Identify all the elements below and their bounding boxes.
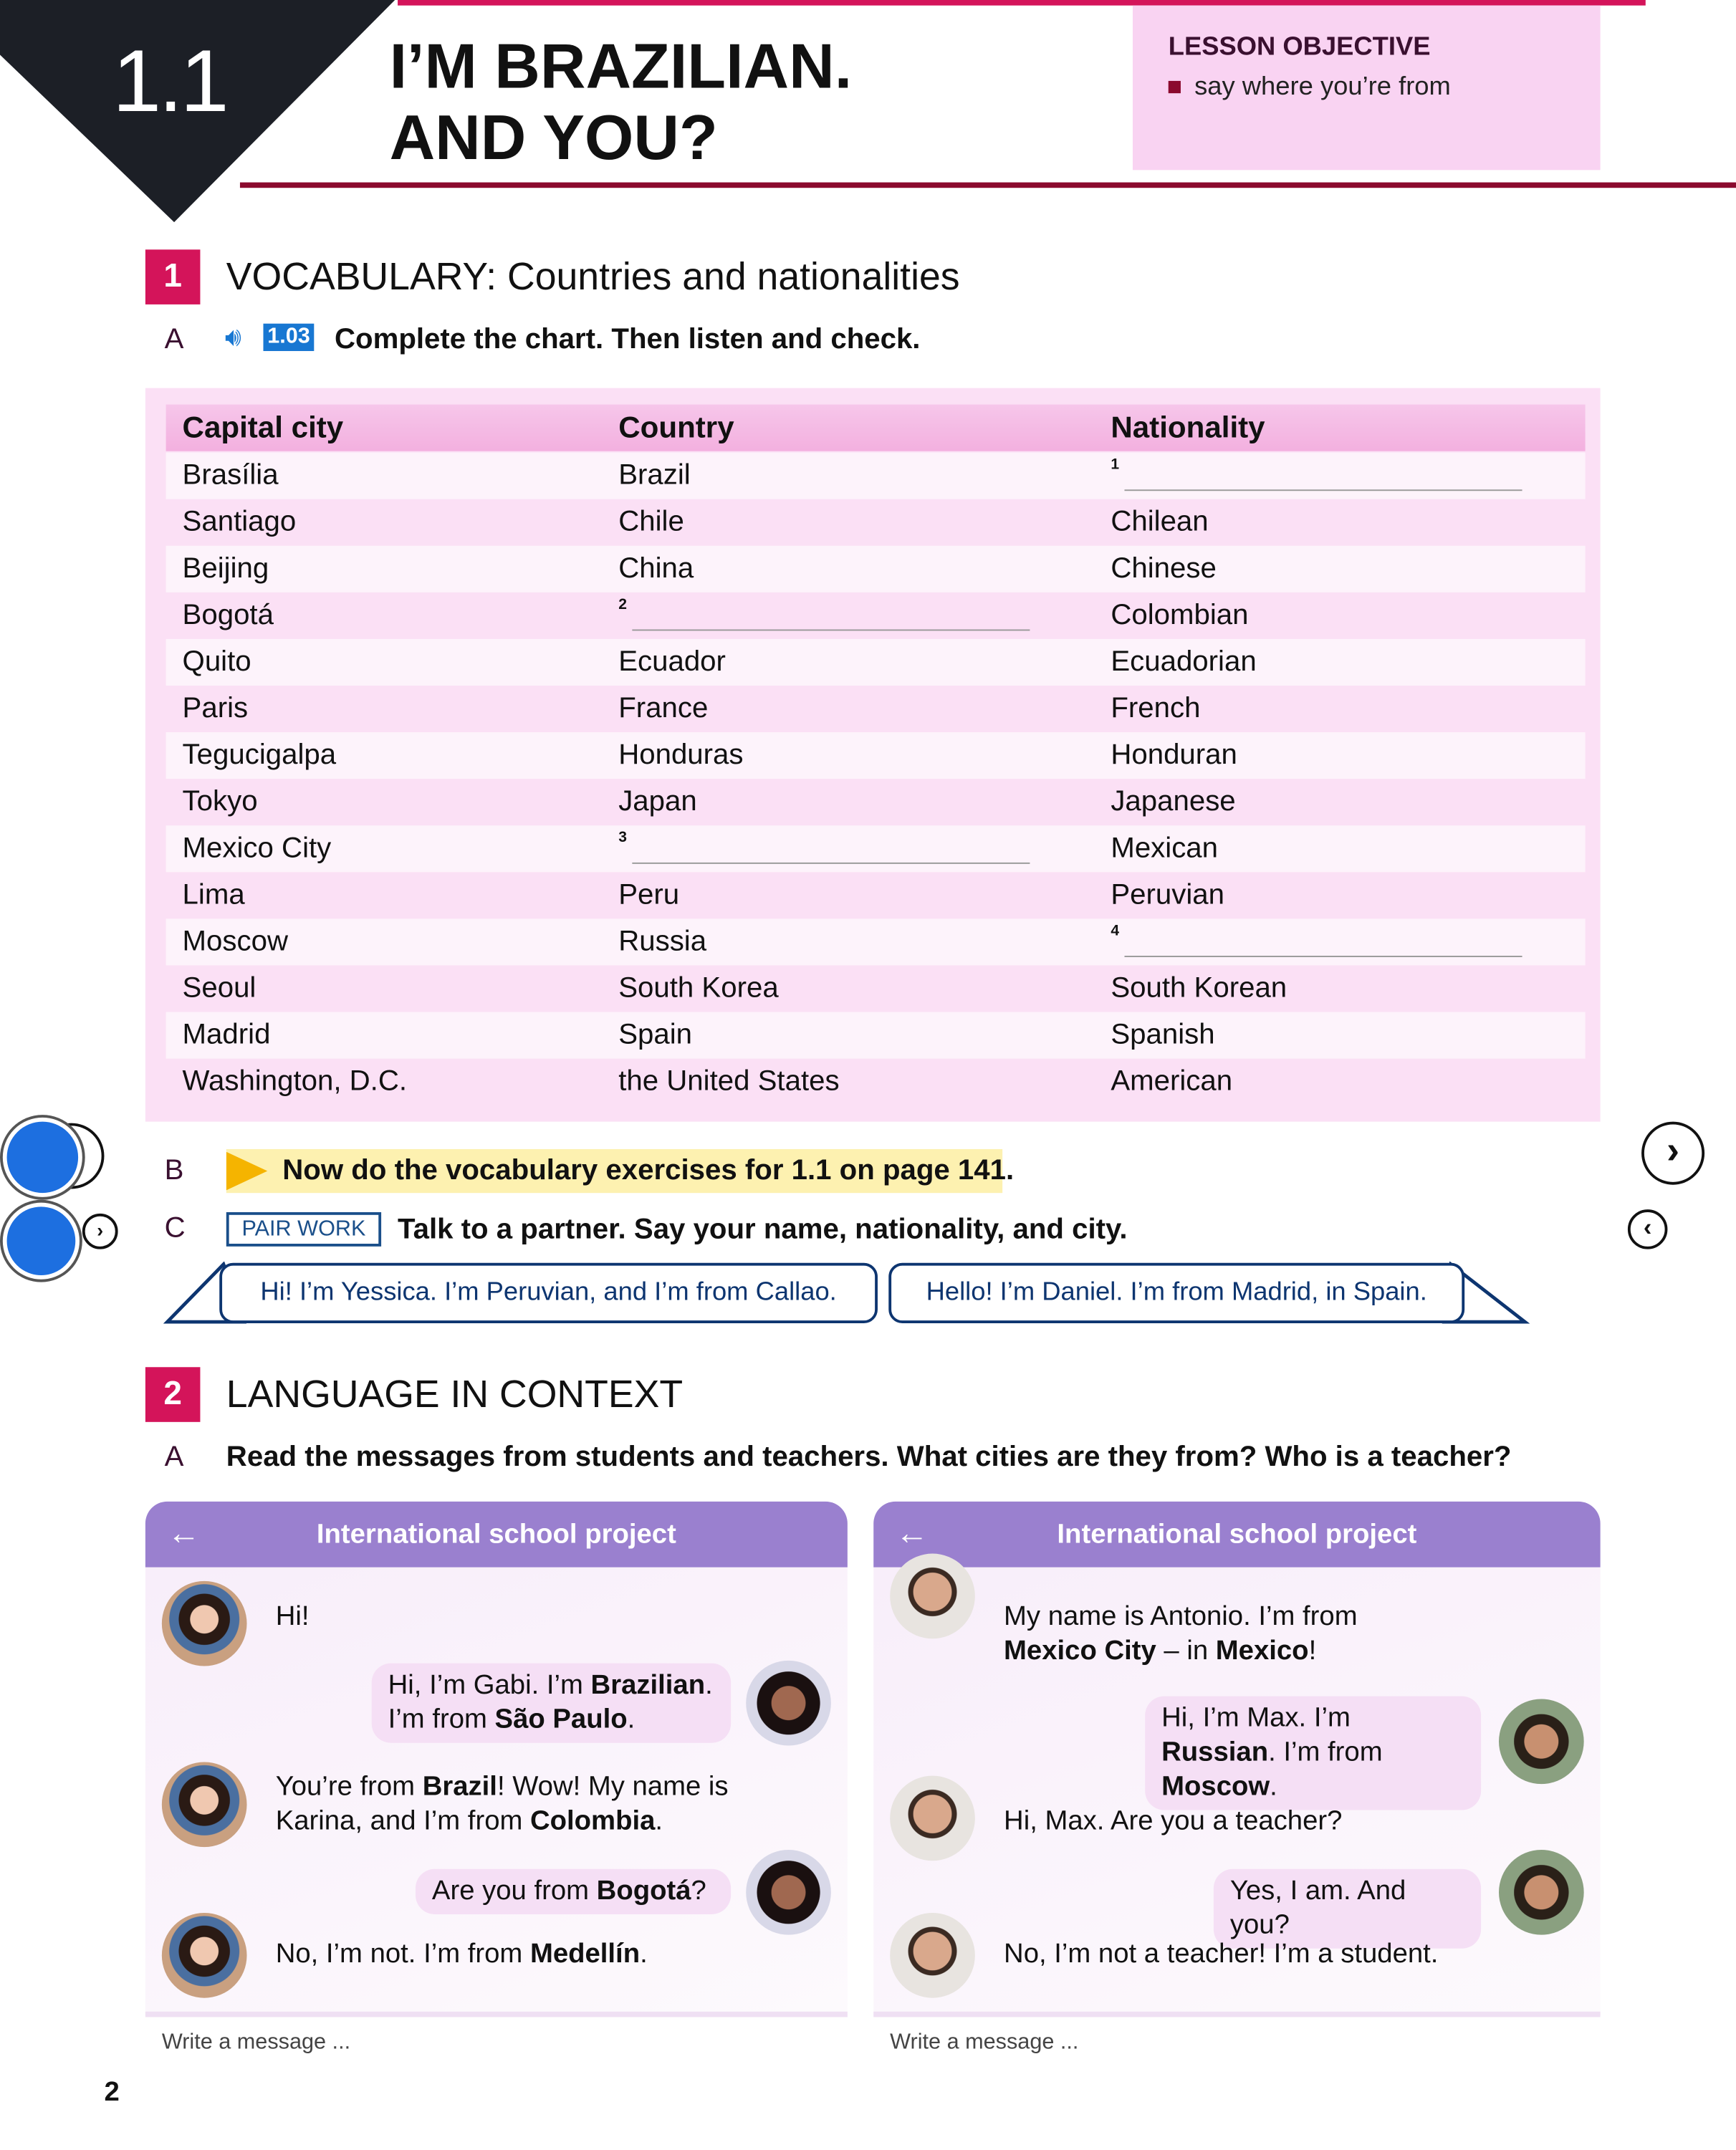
objective-text: say where you’re from <box>1194 72 1451 102</box>
message-text: . I’m from <box>1268 1737 1383 1768</box>
table-row <box>166 499 1586 546</box>
unit-number: 1.1 <box>112 32 226 130</box>
nationality-cell: South Korean <box>1111 972 1287 1004</box>
chat-panel <box>873 1502 1600 2055</box>
avatar <box>162 1762 247 1847</box>
capital-cell: Paris <box>182 692 249 724</box>
avatar <box>1499 1850 1584 1935</box>
chat-message <box>372 1664 731 1743</box>
nationality-cell: Japanese <box>1111 785 1236 817</box>
back-arrow-icon[interactable]: ← <box>167 1515 201 1552</box>
avatar <box>890 1554 975 1639</box>
capital-cell: Beijing <box>182 552 269 585</box>
exercise-instruction: Read the messages from students and teachers. What cities are they from? Who is a teacher? <box>226 1441 1512 1473</box>
message-text: – in <box>1156 1636 1216 1666</box>
country-cell: China <box>618 552 694 585</box>
chat-message <box>1004 1805 1415 1839</box>
message-text: . <box>627 1704 636 1735</box>
capital-cell: Seoul <box>182 972 256 1004</box>
chat-message <box>276 1937 742 1972</box>
bold-text: Mexico City <box>1004 1636 1156 1666</box>
previous-button[interactable]: ‹ <box>1628 1209 1668 1249</box>
audio-track-badge[interactable]: 1.03 <box>263 324 314 351</box>
bold-text: Bogotá <box>596 1876 691 1906</box>
exercise-instruction: Talk to a partner. Say your name, nationality, and city. <box>398 1213 1128 1245</box>
blank-line <box>1124 489 1522 491</box>
column-header: Country <box>618 410 734 445</box>
chat-message <box>1145 1697 1481 1810</box>
title-line-2: AND YOU? <box>389 101 718 173</box>
blank-line <box>632 863 1030 864</box>
exercise-instruction: Now do the vocabulary exercises for 1.1 on page 141. <box>282 1154 1015 1186</box>
chat-header <box>873 1502 1600 1568</box>
answer-blank[interactable] <box>618 825 1030 872</box>
pair-work-tag: PAIR WORK <box>226 1212 381 1247</box>
chat-message <box>416 1869 731 1914</box>
table-row <box>166 546 1586 592</box>
message-text: ? <box>691 1876 706 1906</box>
bold-text: Brazil <box>422 1771 497 1802</box>
capital-cell: Washington, D.C. <box>182 1065 408 1098</box>
chevron-right-icon[interactable]: › <box>82 1214 118 1249</box>
answer-blank[interactable] <box>1111 453 1522 499</box>
table-row <box>166 686 1586 732</box>
capital-cell: Tegucigalpa <box>182 739 337 771</box>
nationality-cell: Ecuadorian <box>1111 646 1257 678</box>
avatar <box>890 1776 975 1861</box>
message-text: No, I’m not. I’m from <box>275 1939 530 1969</box>
message-text: ! Wow! My name is Karina, and I’m from <box>275 1771 729 1836</box>
capital-cell: Tokyo <box>182 785 258 817</box>
avatar <box>162 1581 247 1666</box>
country-cell: Ecuador <box>618 646 726 678</box>
chat-message <box>1004 1937 1497 1972</box>
table-row <box>166 1012 1586 1059</box>
bullet-icon <box>1169 82 1181 94</box>
nationality-cell: American <box>1111 1065 1233 1098</box>
blank-number: 1 <box>1111 456 1120 474</box>
chat-message <box>1004 1600 1415 1669</box>
chat-divider <box>873 2012 1600 2017</box>
section-number: 1 <box>145 249 201 304</box>
chat-message <box>276 1770 742 1839</box>
nationality-cell: French <box>1111 692 1201 724</box>
bold-text: Moscow <box>1161 1771 1270 1802</box>
nationality-cell: Mexican <box>1111 832 1219 864</box>
header-divider <box>240 183 1736 188</box>
bold-text: Brazilian <box>590 1670 706 1701</box>
cursor-icon[interactable] <box>3 1118 82 1197</box>
cursor-icon[interactable] <box>3 1203 80 1280</box>
next-page-button[interactable]: › <box>1641 1122 1704 1185</box>
message-text: Hi, I’m Max. I’m <box>1161 1703 1351 1734</box>
play-arrow-icon <box>226 1152 267 1191</box>
nationality-cell: Colombian <box>1111 599 1249 631</box>
chat-divider <box>145 2012 848 2017</box>
bold-text: Medellín <box>529 1939 641 1969</box>
message-input[interactable]: Write a message ... <box>890 2030 1079 2055</box>
table-row <box>166 1059 1586 1105</box>
bold-text: Russian <box>1161 1737 1269 1768</box>
lesson-objective-label: LESSON OBJECTIVE <box>1168 32 1431 62</box>
chat-title: International school project <box>316 1519 676 1550</box>
nav-cursor-controls <box>0 1118 110 1289</box>
exercise-letter: B <box>164 1154 184 1186</box>
answer-blank[interactable] <box>618 592 1030 639</box>
table-row <box>166 639 1586 686</box>
answer-blank[interactable] <box>1111 918 1522 965</box>
country-cell: Russia <box>618 925 707 957</box>
message-text: My name is Antonio. I’m from <box>1004 1601 1358 1632</box>
avatar <box>746 1661 831 1746</box>
avatar <box>890 1913 975 1998</box>
message-text: . <box>1270 1771 1277 1802</box>
section-number: 2 <box>145 1367 201 1422</box>
back-arrow-icon[interactable]: ← <box>895 1515 929 1552</box>
section-heading: VOCABULARY: Countries and nationalities <box>226 255 960 298</box>
avatar <box>1499 1699 1584 1784</box>
table-row <box>166 872 1586 918</box>
bold-text: Colombia <box>530 1805 656 1836</box>
blank-number: 2 <box>618 596 627 613</box>
message-text: . I’m from <box>388 1670 713 1735</box>
country-cell: Spain <box>618 1019 693 1051</box>
country-cell: Japan <box>618 785 697 817</box>
country-cell: Peru <box>618 878 680 911</box>
capital-cell: Madrid <box>182 1019 271 1051</box>
message-text: No, I’m not a teacher! I’m a student. <box>1004 1939 1439 1969</box>
table-row <box>166 918 1586 965</box>
table-row <box>166 732 1586 779</box>
table-row <box>166 779 1586 825</box>
chat-message <box>1214 1869 1481 1949</box>
nationality-cell: Chilean <box>1111 506 1209 538</box>
title-line-1: I’M BRAZILIAN. <box>389 30 853 102</box>
chat-title: International school project <box>1057 1519 1417 1550</box>
blank-line <box>1124 956 1522 957</box>
lesson-objective-item <box>1169 72 1451 102</box>
page-number: 2 <box>104 2077 120 2108</box>
exercise-letter: C <box>164 1211 186 1244</box>
table-row <box>166 592 1586 639</box>
country-cell: France <box>618 692 709 724</box>
message-text: . <box>640 1939 648 1969</box>
speech-bubble: Hello! I’m Daniel. I’m from Madrid, in Spain. <box>888 1263 1464 1323</box>
avatar <box>162 1913 247 1998</box>
capital-cell: Lima <box>182 878 245 911</box>
capital-cell: Santiago <box>182 506 297 538</box>
bold-text: Mexico <box>1215 1636 1309 1666</box>
blank-number: 4 <box>1111 923 1120 940</box>
section-heading: LANGUAGE IN CONTEXT <box>226 1372 684 1416</box>
capital-cell: Brasília <box>182 459 279 491</box>
exercise-instruction: Complete the chart. Then listen and check. <box>335 323 921 355</box>
vocabulary-table <box>145 388 1601 1122</box>
table-header <box>166 405 1586 451</box>
exercise-letter: A <box>164 1441 184 1473</box>
capital-cell: Quito <box>182 646 251 678</box>
avatar <box>746 1850 831 1935</box>
message-text: Yes, I am. And you? <box>1229 1876 1406 1941</box>
message-input[interactable]: Write a message ... <box>161 2030 351 2055</box>
chat-message <box>276 1600 358 1635</box>
message-text: Are you from <box>431 1876 597 1906</box>
chat-header <box>145 1502 848 1568</box>
capital-cell: Moscow <box>182 925 288 957</box>
lesson-title <box>390 30 853 173</box>
message-text: Hi! <box>275 1601 310 1632</box>
blank-line <box>632 630 1030 631</box>
table-row <box>166 965 1586 1012</box>
message-text: Hi, Max. Are you a teacher? <box>1004 1805 1343 1836</box>
column-header: Nationality <box>1111 410 1265 445</box>
message-text: ! <box>1308 1636 1317 1666</box>
country-cell: Chile <box>618 506 684 538</box>
blank-number: 3 <box>618 829 627 846</box>
nationality-cell: Honduran <box>1111 739 1237 771</box>
top-accent-line <box>398 0 1646 6</box>
chat-panel <box>145 1502 848 2055</box>
country-cell: South Korea <box>618 972 779 1004</box>
speaker-icon[interactable]: 🔊︎ <box>224 323 241 352</box>
exercise-letter: A <box>164 323 184 355</box>
nationality-cell: Spanish <box>1111 1019 1215 1051</box>
bold-text: São Paulo <box>494 1704 628 1735</box>
message-text: . <box>655 1805 663 1836</box>
country-cell: Honduras <box>618 739 744 771</box>
message-text: You’re from <box>275 1771 423 1802</box>
capital-cell: Mexico City <box>182 832 332 864</box>
table-row <box>166 825 1586 872</box>
column-header: Capital city <box>182 410 344 445</box>
message-text: Hi, I’m Gabi. I’m <box>388 1670 591 1701</box>
table-row <box>166 453 1586 499</box>
speech-bubble: Hi! I’m Yessica. I’m Peruvian, and I’m from Callao. <box>219 1263 878 1323</box>
country-cell: Brazil <box>618 459 691 491</box>
country-cell: the United States <box>618 1065 840 1098</box>
nationality-cell: Peruvian <box>1111 878 1224 911</box>
nationality-cell: Chinese <box>1111 552 1217 585</box>
capital-cell: Bogotá <box>182 599 274 631</box>
